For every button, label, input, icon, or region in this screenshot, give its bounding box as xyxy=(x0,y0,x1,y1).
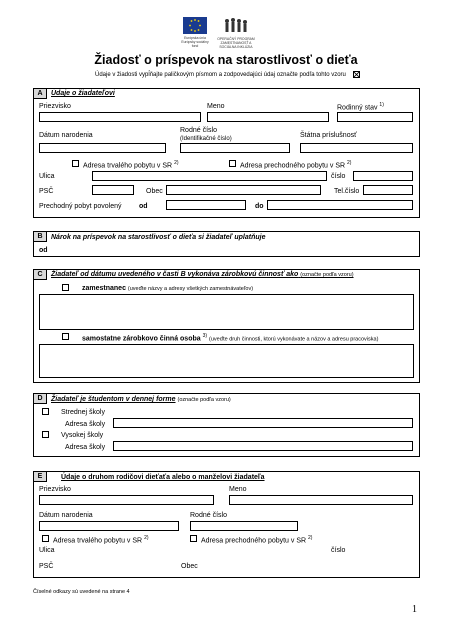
label-od: od xyxy=(139,203,148,210)
label-e-psc: PSČ xyxy=(39,563,54,570)
label-do: do xyxy=(255,203,264,210)
label-e-priezvisko: Priezvisko xyxy=(39,486,71,493)
label-cislo: číslo xyxy=(331,173,346,180)
e-adresa-prechodneho-checkbox[interactable] xyxy=(190,535,197,542)
esf-logo xyxy=(221,17,251,37)
section-e-heading: Údaje o druhom rodičovi dieťaťa alebo o manželovi žiadateľa xyxy=(61,474,265,481)
samostatne-checkbox[interactable] xyxy=(62,333,69,340)
label-e-meno: Meno xyxy=(229,486,247,493)
prechodny-do-field[interactable] xyxy=(267,200,413,210)
obec-field[interactable] xyxy=(166,185,321,195)
adresa-prechodneho-footnote: 2) xyxy=(347,160,352,166)
samostatne-text: samostatne zárobkovo činná osoba xyxy=(82,335,201,343)
section-c-heading xyxy=(51,271,354,279)
label-prechodny-pobyt: Prechodný pobyt povolený xyxy=(39,203,122,210)
label-tel-cislo: Tel.číslo xyxy=(334,188,360,195)
ulica-field[interactable] xyxy=(92,171,327,181)
datum-narodenia-field[interactable] xyxy=(39,143,166,153)
section-e-badge: E xyxy=(33,471,47,482)
priezvisko-field[interactable] xyxy=(39,112,201,122)
adresa-prechodneho-text: Adresa prechodného pobytu v SR xyxy=(240,162,346,170)
adresa-trvaleho-footnote: 2) xyxy=(174,160,179,166)
e-priezvisko-field[interactable] xyxy=(39,495,214,505)
e-psc-field[interactable] xyxy=(92,560,134,570)
adresa-trvaleho-text: Adresa trvalého pobytu v SR xyxy=(83,162,173,170)
samostatne-footnote: 3) xyxy=(202,333,208,339)
adresa-trvaleho-checkbox[interactable] xyxy=(72,160,79,167)
label-meno: Meno xyxy=(207,103,225,110)
eu-stars-icon xyxy=(183,17,207,34)
eu-logo-caption: Európska únia Európsky sociálny fond xyxy=(181,36,209,48)
label-ulica: Ulica xyxy=(39,173,55,180)
label-adresa-skoly-2: Adresa školy xyxy=(65,444,106,451)
label-stredna-skola: Strednej školy xyxy=(61,409,105,416)
label-obec: Obec xyxy=(146,188,163,195)
rodne-cislo-field[interactable] xyxy=(180,143,290,153)
zamestnanec-note: (uveďte názvy a adresy všetkých zamestnávateľov) xyxy=(127,286,254,292)
section-a-badge: A xyxy=(33,88,47,99)
samostatne-note: (uveďte druh činnosti, ktorú vykonávate a názov a adresu pracoviska) xyxy=(209,336,379,343)
page-number: 1 xyxy=(412,604,417,615)
zamestnanec-checkbox[interactable] xyxy=(62,284,69,291)
label-adresa-skoly-1: Adresa školy xyxy=(65,421,106,428)
footer-note: Číselné odkazy sú uvedené na strane 4 xyxy=(33,589,130,595)
e-adresa-trvaleho-text: Adresa trvalého pobytu v SR xyxy=(53,537,143,545)
e-cislo-field[interactable] xyxy=(353,544,413,554)
section-d-heading-text: Žiadateľ je študentom v dennej forme xyxy=(51,396,176,403)
section-c-heading-note: (označte podľa vzoru) xyxy=(300,272,354,278)
e-adresa-trvaleho-checkbox[interactable] xyxy=(42,535,49,542)
label-e-cislo: číslo xyxy=(331,547,346,554)
e-adresa-trvaleho-footnote: 2) xyxy=(144,535,149,541)
samostatne-textarea[interactable] xyxy=(39,344,414,378)
zamestnanec-text: zamestnanec xyxy=(82,285,126,292)
label-adresa-trvaleho xyxy=(83,161,179,169)
rodinny-stav-footnote: 1) xyxy=(379,102,384,108)
label-e-ulica: Ulica xyxy=(39,547,55,554)
sample-checked-box xyxy=(353,71,360,78)
cross-mark-icon xyxy=(354,72,359,77)
label-adresa-prechodneho xyxy=(240,161,351,169)
adresa-vysokej-skoly-field[interactable] xyxy=(113,441,413,451)
section-b-heading: Nárok na príspevok na starostlivosť o dieťa si žiadateľ uplatňuje xyxy=(51,234,266,241)
label-vysoka-skola: Vysokej školy xyxy=(61,432,104,439)
meno-field[interactable] xyxy=(207,112,329,122)
adresa-prechodneho-checkbox[interactable] xyxy=(229,160,236,167)
section-c-heading-text: Žiadateľ od dátumu uvedeného v časti B vykonáva zárobkovú činnosť ako xyxy=(51,271,299,278)
tel-cislo-field[interactable] xyxy=(363,185,413,195)
e-meno-field[interactable] xyxy=(229,495,413,505)
section-a-heading: Údaje o žiadateľovi xyxy=(51,90,115,97)
samostatne-label xyxy=(82,334,378,343)
adresa-strednej-skoly-field[interactable] xyxy=(113,418,413,428)
rodinny-stav-field[interactable] xyxy=(337,112,413,122)
label-e-obec: Obec xyxy=(181,563,198,570)
label-e-datum-narodenia: Dátum narodenia xyxy=(39,512,93,519)
label-rodinny-stav xyxy=(337,103,384,111)
narok-od-field[interactable] xyxy=(50,246,120,255)
page-subtitle: Údaje v žiadosti vypĺňajte paličkovým písmom a zodpovedajúci údaj označte podľa tohto vzoru xyxy=(95,72,346,78)
label-identifikacne-cislo: (Identifikačné číslo) xyxy=(180,136,232,142)
zamestnavatelia-textarea[interactable] xyxy=(39,294,414,330)
label-e-rodne-cislo: Rodné číslo xyxy=(190,512,227,519)
section-d-heading-note: (označte podľa vzoru) xyxy=(177,397,231,403)
vysoka-skola-checkbox[interactable] xyxy=(42,431,49,438)
people-figures-icon xyxy=(221,17,251,37)
label-rodne-cislo: Rodné číslo xyxy=(180,127,217,134)
zamestnanec-label xyxy=(82,285,253,293)
e-ulica-field[interactable] xyxy=(92,544,327,554)
label-psc: PSČ xyxy=(39,188,54,195)
e-obec-field[interactable] xyxy=(205,560,413,570)
section-d-badge: D xyxy=(33,393,47,404)
e-adresa-prechodneho-footnote: 2) xyxy=(308,535,313,541)
label-statna-prislusnost: Štátna príslušnosť xyxy=(300,132,357,139)
prechodny-od-field[interactable] xyxy=(166,200,246,210)
psc-field[interactable] xyxy=(92,185,134,195)
cislo-field[interactable] xyxy=(353,171,413,181)
label-priezvisko: Priezvisko xyxy=(39,103,71,110)
esf-logo-caption: OPERAČNÝ PROGRAM ZAMESTNANOSŤ A SOCIÁLNA INKLÚZIA xyxy=(217,37,255,49)
rodinny-stav-text: Rodinný stav xyxy=(337,104,378,112)
page-title: Žiadosť o príspevok na starostlivosť o dieťa xyxy=(94,53,358,67)
e-adresa-prechodneho-text: Adresa prechodného pobytu v SR xyxy=(201,537,307,545)
label-datum-narodenia: Dátum narodenia xyxy=(39,132,93,139)
stredna-skola-checkbox[interactable] xyxy=(42,408,49,415)
e-datum-narodenia-field[interactable] xyxy=(39,521,179,531)
section-b-od-label: od xyxy=(39,247,48,254)
section-c-badge: C xyxy=(33,269,47,280)
eu-logo xyxy=(183,17,207,34)
statna-prislusnost-field[interactable] xyxy=(300,143,413,153)
section-d-heading xyxy=(51,396,231,404)
section-b-badge: B xyxy=(33,231,47,242)
e-rodne-cislo-field[interactable] xyxy=(190,521,298,531)
